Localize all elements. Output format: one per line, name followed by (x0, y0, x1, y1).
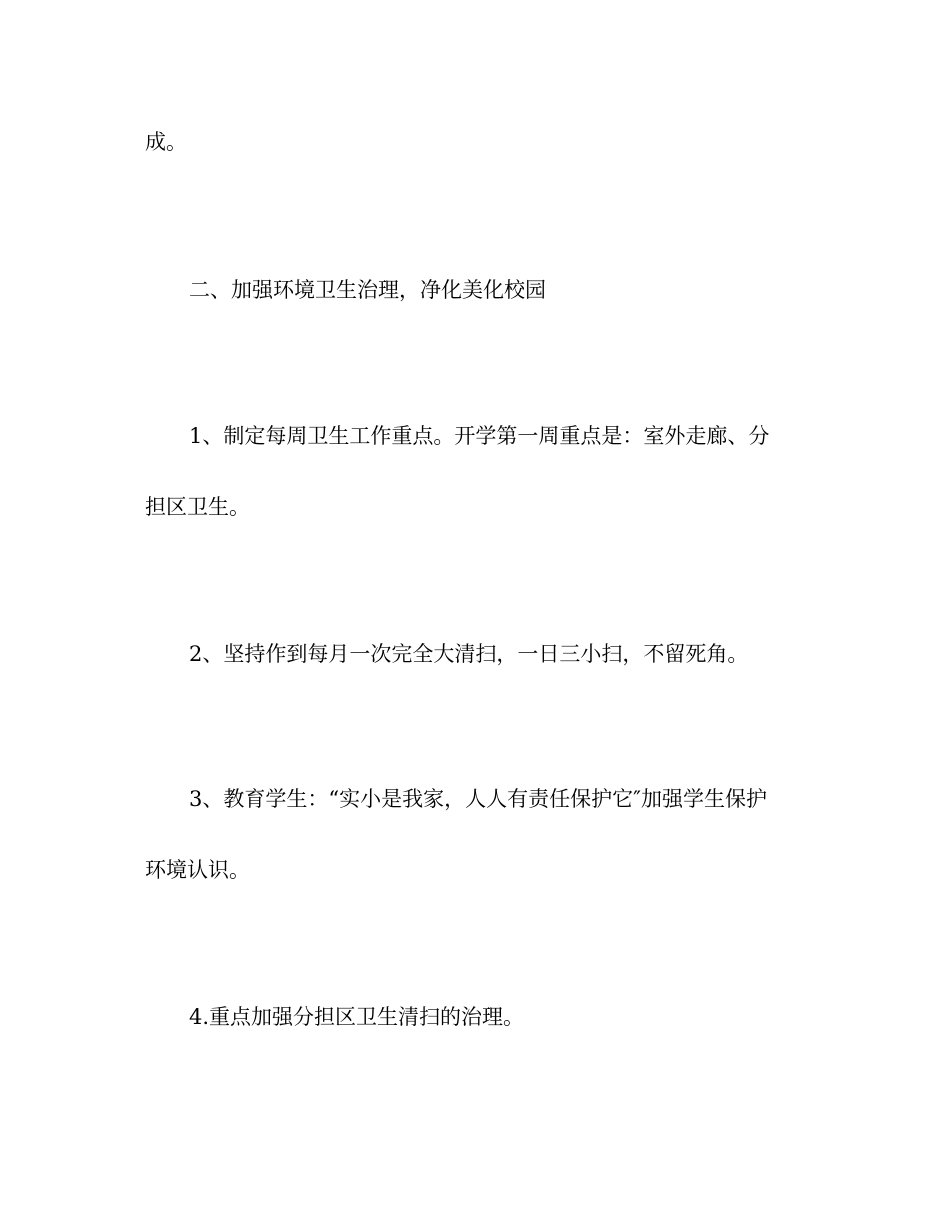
list-item-2: 2、坚持作到每月一次完全大清扫，一日三小扫，不留死角。 (189, 642, 749, 666)
list-item-3-line-2: 环境认识。 (145, 858, 250, 882)
list-item-4: 4.重点加强分担区卫生清扫的治理。 (189, 1005, 525, 1029)
list-item-1-line-1: 1、制定每周卫生工作重点。开学第一周重点是：室外走廊、分 (189, 424, 770, 448)
section-heading: 二、加强环境卫生治理，净化美化校园 (189, 278, 546, 302)
list-item-3-line-1: 3、教育学生：“实小是我家，人人有责任保护它″加强学生保护 (189, 787, 767, 811)
list-item-1-line-2: 担区卫生。 (145, 495, 250, 519)
paragraph-continuation: 成。 (145, 130, 187, 154)
